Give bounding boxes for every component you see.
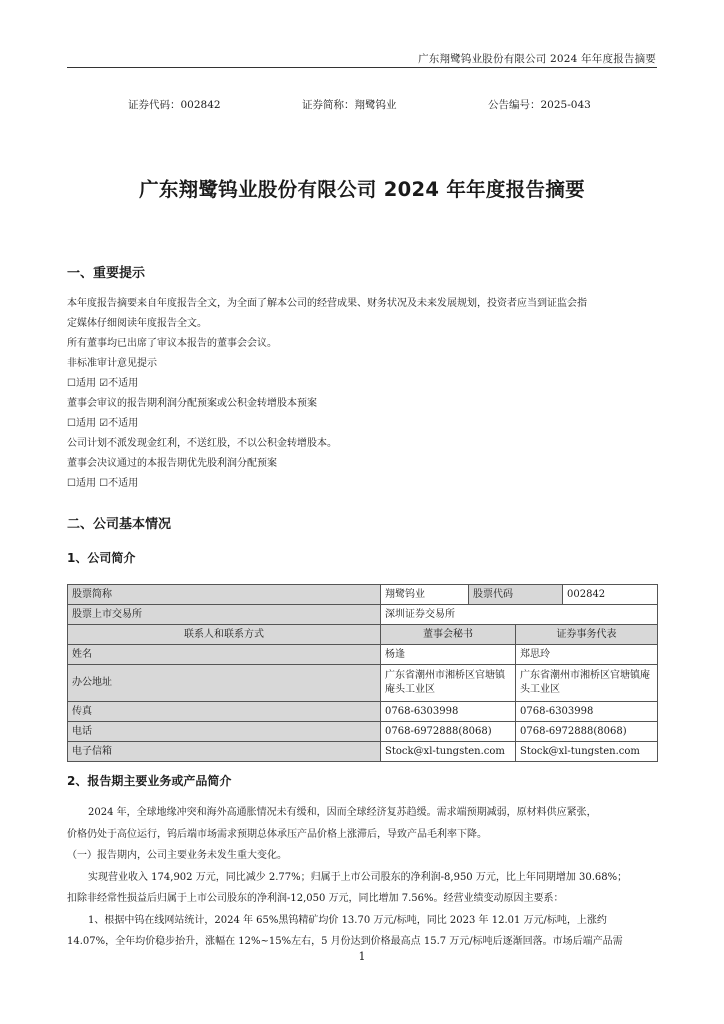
secretary-column-header: 董事会秘书: [381, 625, 516, 645]
rep-value: 广东省潮州市湘桥区官塘镇庵头工业区: [516, 665, 658, 702]
body-line: （一）报告期内，公司主要业务未发生重大变化。: [67, 850, 287, 861]
notice-checkbox-line: ☐适用 ☑不适用: [67, 378, 139, 389]
rep-value: 0768-6972888(8068): [516, 722, 658, 742]
row-label: 办公地址: [68, 665, 381, 702]
subsection-heading-main-business: 2、报告期主要业务或产品简介: [67, 774, 232, 788]
row-label: 电话: [68, 722, 381, 742]
stock-code-value: 002842: [563, 585, 658, 605]
page-number: 1: [358, 950, 366, 963]
secretary-value: 杨逢: [381, 645, 516, 665]
row-label: 传真: [68, 702, 381, 722]
table-row: [68, 625, 658, 645]
contact-header: 联系人和联系方式: [68, 625, 381, 645]
exchange-value: 深圳证券交易所: [381, 605, 658, 625]
row-label: 电子信箱: [68, 742, 381, 762]
body-line: 1、根据中钨在线网站统计，2024 年 65%黑钨精矿均价 13.70 万元/标吨，同比 2023 年 12.01 万元/标吨，上涨约: [88, 914, 607, 926]
table-row: [68, 585, 658, 605]
table-row: [68, 702, 658, 722]
body-line: 扣除非经常性损益后归属于上市公司股东的净利润-12,050 万元，同比增加 7.56%。经营业绩变动原因主要系：: [67, 893, 564, 904]
stock-short-label: 股票简称: [68, 585, 381, 605]
body-line: 实现营业收入 174,902 万元，同比减少 2.77%；归属于上市公司股东的净利润-8,950 万元，比上年同期增加 30.68%；: [88, 871, 628, 883]
running-header: 广东翔鹭钨业股份有限公司 2024 年年度报告摘要: [418, 53, 656, 65]
notice-checkbox-line: ☐适用 ☐不适用: [67, 478, 139, 489]
table-row: [68, 665, 658, 702]
table-row: [68, 722, 658, 742]
notice-line: 定媒体仔细阅读年度报告全文。: [67, 318, 207, 329]
notice-line: 公司计划不派发现金红利，不送红股，不以公积金转增股本。: [67, 438, 337, 449]
important-notice-body: [67, 294, 657, 494]
section-heading-important-notice: 一、重要提示: [67, 266, 146, 281]
notice-line: 董事会决议通过的本报告期优先股利润分配预案: [67, 458, 277, 469]
notice-line: 非标准审计意见提示: [67, 358, 157, 369]
table-row: [68, 605, 658, 625]
secretary-value: 0768-6972888(8068): [381, 722, 516, 742]
rep-value: 郑思玲: [516, 645, 658, 665]
secretary-value: Stock@xl-tungsten.com: [381, 742, 516, 762]
notice-checkbox-line: ☐适用 ☑不适用: [67, 418, 139, 429]
table-row: [68, 645, 658, 665]
subsection-heading-company-profile: 1、公司简介: [67, 551, 136, 565]
notice-line: 所有董事均已出席了审议本报告的董事会会议。: [67, 338, 277, 349]
main-business-body: [67, 802, 657, 953]
table-row: [68, 742, 658, 762]
body-line: 14.07%，全年均价稳步抬升，涨幅在 12%~15%左右，5 月份达到价格最高点 15.7 万元/标吨后逐渐回落。市场后端产品需: [67, 936, 623, 947]
row-label: 姓名: [68, 645, 381, 665]
stock-code-label: 股票代码: [469, 585, 563, 605]
stock-short-value: 翔鹭钨业: [381, 585, 469, 605]
exchange-label: 股票上市交易所: [68, 605, 381, 625]
stock-short-name: 证券简称：翔鹭钨业: [302, 99, 397, 111]
rep-value: Stock@xl-tungsten.com: [516, 742, 658, 762]
notice-line: 本年度报告摘要来自年度报告全文，为全面了解本公司的经营成果、财务状况及未来发展规划，投资者应当到证监会指: [67, 298, 587, 309]
rep-column-header: 证券事务代表: [516, 625, 658, 645]
secretary-value: 0768-6303998: [381, 702, 516, 722]
header-rule: [67, 67, 657, 68]
section-heading-company-info: 二、公司基本情况: [67, 517, 172, 532]
stock-code: 证券代码：002842: [128, 99, 221, 111]
body-line: 2024 年，全球地缘冲突和海外高通胀情况未有缓和，因而全球经济复苏趋缓。需求端预期减弱，原材料供应紧张，: [88, 807, 597, 818]
body-line: 价格仍处于高位运行，钨后端市场需求预期总体承压产品价格上涨滞后，导致产品毛利率下降。: [67, 828, 487, 840]
notice-line: 董事会审议的报告期利润分配预案或公积金转增股本预案: [67, 398, 317, 409]
document-title: 广东翔鹭钨业股份有限公司 2024 年年度报告摘要: [139, 178, 585, 201]
company-info-table: [67, 584, 658, 762]
secretary-value: 广东省潮州市湘桥区官塘镇庵头工业区: [381, 665, 516, 702]
announcement-number: 公告编号：2025-043: [488, 99, 591, 111]
rep-value: 0768-6303998: [516, 702, 658, 722]
